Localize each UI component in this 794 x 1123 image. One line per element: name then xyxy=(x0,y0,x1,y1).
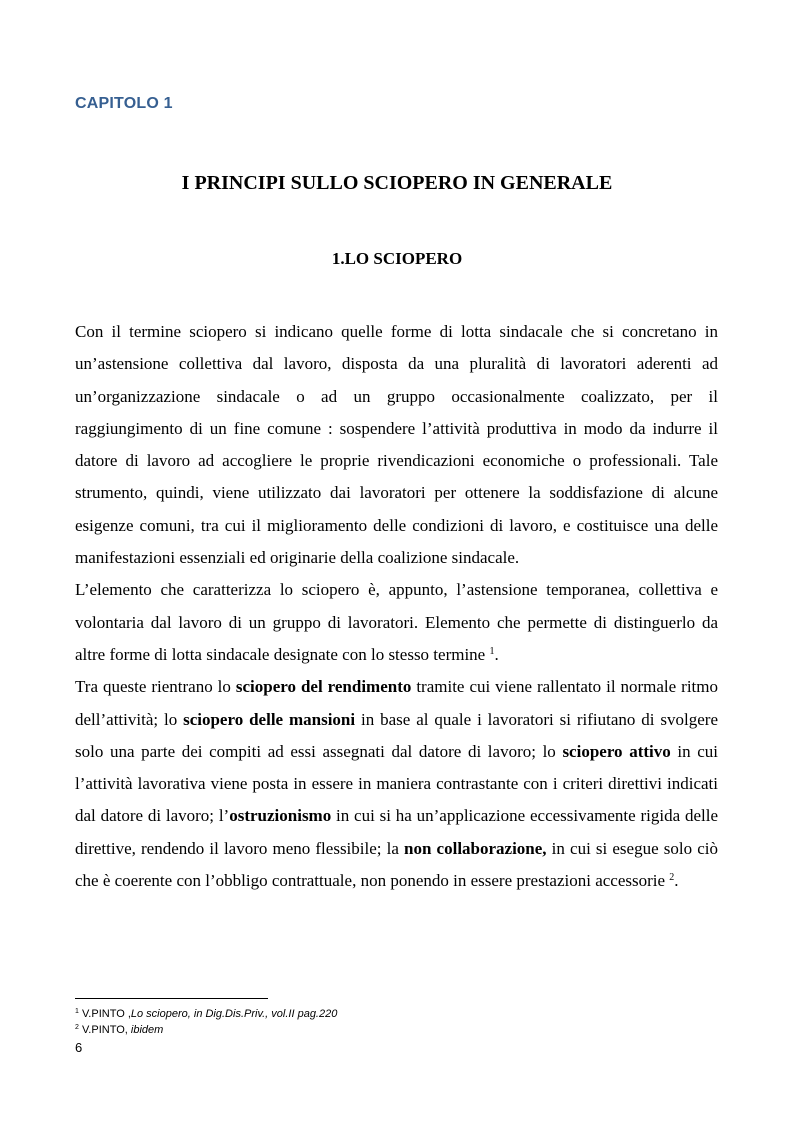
bold-term: ostruzionismo xyxy=(229,806,332,826)
text-run: Con il termine sciopero si indicano quelle forme di lotta sindacale che si concretano in un’astensione collettiva dal lavoro, disposta da una pluralità di lavoratori aderenti ad un’organizzazione sindacale o ad un gruppo occasionalmente coalizzato, per il raggiungimento di un fine comune : sospendere l’attività produttiva in modo da indurre il datore di lavoro ad accogliere le proprie rivendicazioni economiche o professionali. Tale strumento, quindi, viene utilizzato dai lavoratori per ottenere la soddisfazione di alcune esigenze comuni, tra cui il miglioramento delle condizioni di lavoro, e costituisce una delle manifestazioni essenziali ed originarie della coalizione sindacale. xyxy=(75,322,718,568)
footnote xyxy=(75,1006,337,1022)
page-number: 6 xyxy=(75,1040,83,1055)
paragraph xyxy=(75,671,718,897)
text-run: L’elemento che caratterizza lo sciopero è, appunto, l’astensione temporanea, collettiva e volontaria dal lavoro di un gruppo di lavoratori. Elemento che permette di distinguerlo da altre forme di lotta sindacale designate con lo stesso termine xyxy=(75,580,718,664)
footnote-author: V.PINTO , xyxy=(81,1008,131,1020)
body-text xyxy=(75,316,718,897)
text-run: Tra queste rientrano lo xyxy=(75,677,236,697)
bold-term: sciopero del rendimento xyxy=(235,677,412,697)
bold-term: sciopero delle mansioni xyxy=(183,709,356,729)
text-run: in base al quale i lavoratori si rifiutano di svolgere solo una parte dei compiti ad essi assegnati dal datore di lavoro; lo xyxy=(75,709,719,761)
footnote-author: V.PINTO, xyxy=(81,1024,131,1036)
text-run: in cui si ha un’applicazione eccessivamente rigida delle direttive, rendendo il lavoro meno flessibile; la xyxy=(75,806,718,858)
paragraph xyxy=(75,316,718,574)
footnote-number: 1 xyxy=(75,1008,79,1015)
bold-term: sciopero attivo xyxy=(562,741,671,761)
footnote-reference: 2 xyxy=(669,872,675,884)
text-run: tramite cui viene rallentato il normale ritmo dell’attività; lo xyxy=(75,677,718,729)
chapter-title: I PRINCIPI SULLO SCIOPERO IN GENERALE xyxy=(181,172,613,194)
text-run: in cui l’attività lavorativa viene posta in essere in maniera contrastante con i criteri direttivi indicati dal datore di lavoro; l’ xyxy=(75,741,718,826)
paragraph xyxy=(75,574,718,671)
footnote xyxy=(75,1022,337,1038)
section-title: 1.LO SCIOPERO xyxy=(331,249,463,268)
footnote-reference: 1 xyxy=(489,645,495,657)
text-run: . xyxy=(674,871,679,891)
footnotes xyxy=(75,1006,337,1038)
footnote-divider xyxy=(75,998,268,999)
chapter-label: CAPITOLO 1 xyxy=(75,95,173,112)
bold-term: non collaborazione, xyxy=(404,838,547,858)
text-run: in cui si esegue solo ciò che è coerente con l’obbligo contrattuale, non ponendo in essere prestazioni accessorie xyxy=(75,838,718,891)
footnote-citation: Lo sciopero, in Dig.Dis.Priv., vol.II pag.220 xyxy=(130,1008,338,1020)
text-run: . xyxy=(494,644,499,664)
footnote-number: 2 xyxy=(75,1024,79,1031)
footnote-citation: ibidem xyxy=(130,1024,164,1036)
